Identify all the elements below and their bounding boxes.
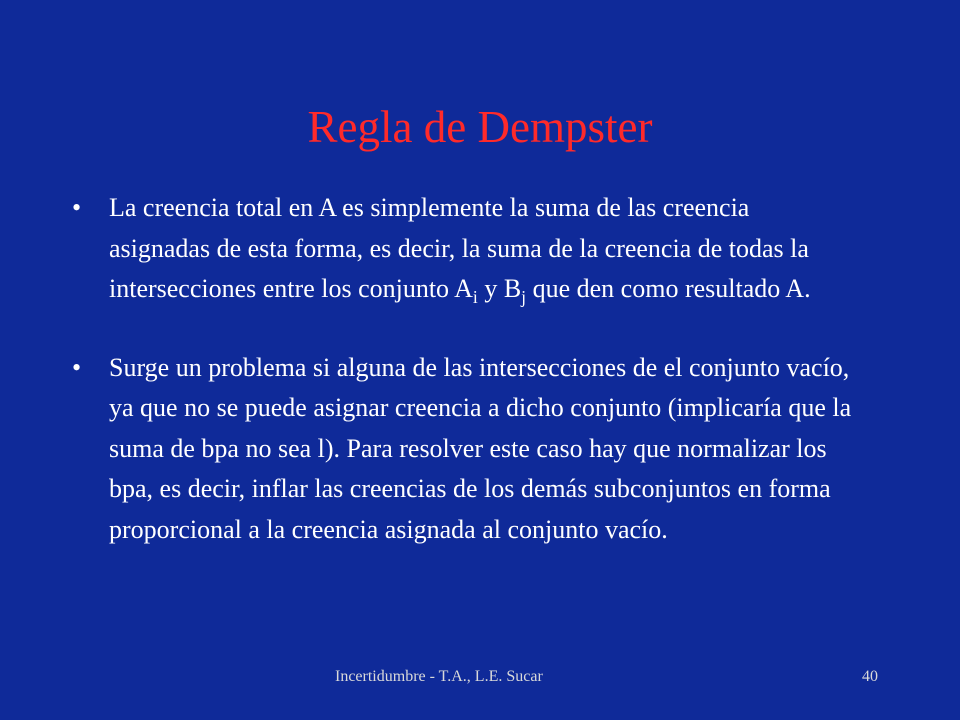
bullet-text-part: que den como resultado A. <box>526 274 811 303</box>
subscript-j: j <box>521 287 527 308</box>
footer-text: Incertidumbre - T.A., L.E. Sucar <box>335 668 543 685</box>
bullet-item <box>72 188 852 310</box>
bullet-text-part: La creencia total en A es simplemente la suma de las creencia asignadas de esta forma, es decir, la suma de la creencia de todas la intersecciones entre los conjunto A <box>109 193 809 303</box>
bullet-point-icon: • <box>72 193 82 222</box>
bullet-item <box>72 348 852 551</box>
bullet-text: Surge un problema si alguna de las intersecciones de el conjunto vacío, ya que no se puede asignar creencia a dicho conjunto (implicaría que la suma de bpa no sea l). Para resolver este caso hay que normalizar los bpa, es decir, inflar las creencias de los demás subconjuntos en forma proporcional a la creencia asignada al conjunto vacío. <box>109 352 852 544</box>
page-number: 40 <box>862 668 878 685</box>
subscript-i: i <box>472 287 478 308</box>
bullet-point-icon: • <box>72 352 82 382</box>
slide-title: Regla de Dempster <box>307 102 653 152</box>
bullet-text-part: y B <box>477 274 522 303</box>
bullet-list <box>72 188 852 550</box>
